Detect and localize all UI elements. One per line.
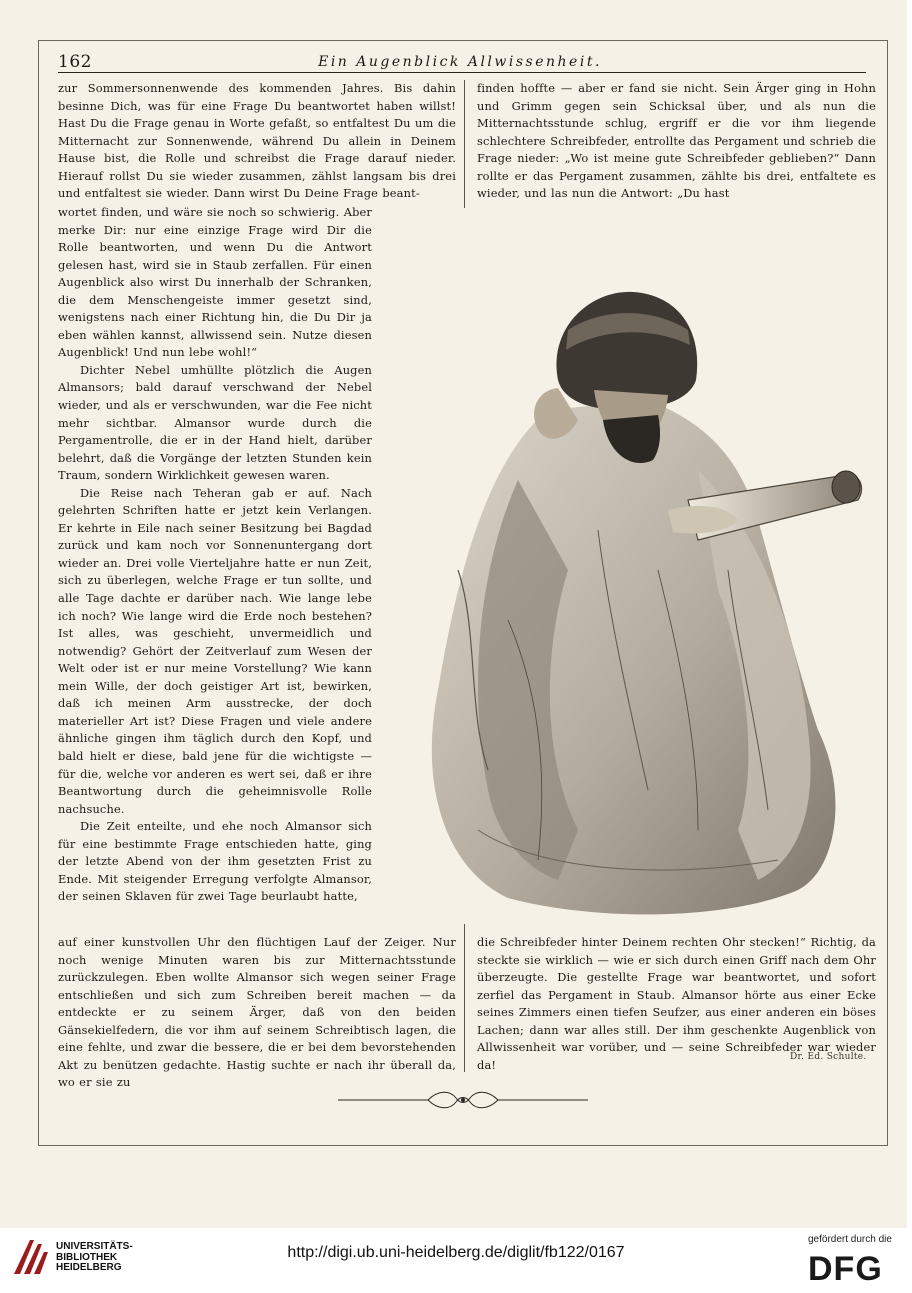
library-name-line: UNIVERSITÄTS- bbox=[56, 1241, 133, 1252]
permalink-url[interactable]: http://digi.ub.uni-heidelberg.de/diglit/fb122/0167 bbox=[287, 1244, 625, 1261]
decorative-scroll-ornament bbox=[338, 1088, 588, 1112]
column-divider-bottom bbox=[464, 924, 465, 1072]
library-name-line: HEIDELBERG bbox=[56, 1262, 122, 1273]
author-signature: Dr. Ed. Schulte. bbox=[790, 1052, 867, 1062]
right-column-top-text: finden hoffte — aber er fand sie nicht. Sein Ärger ging in Hohn und Grimm gegen sein Schicksal über, und als nun die Mitternachtsstunde schlug, ergriff er die vor ihm liegende schlechtere Schreibfeder, entrollte das Pergament und schrieb die Frage nieder: „Wo ist meine gute Schreibfeder geblieben?“ Dann rollte er das Pergament zusammen, zählte bis drei, entfaltete es wieder, und las nun die Antwort: „Du hast bbox=[477, 81, 876, 201]
paragraph-zeit: Die Zeit enteilte, und ehe noch Almansor sich für eine bestimmte Frage entschieden hatte, ging der letzte Abend von der ihm gesetzten Frist zu Ende. Mit steigender Erregung verfolgte Almansor, der seinen Sklaven für zwei Tage beurlaubt hatte, bbox=[58, 819, 372, 904]
page-number: 162 bbox=[58, 52, 92, 72]
column-divider-top bbox=[464, 80, 465, 208]
left-column-top-text: zur Sommersonnenwende des kommenden Jahres. Bis dahin besinne Dich, was für eine Frage Du beantwortet haben willst! Hast Du die Frage genau in Worte gefaßt, so entfaltest Du um die Mitternacht zur Sonnenwende, während Du allein in Deinem Hause bist, die Rolle und schreibst die Frage darauf nieder. Hierauf rollst Du sie wieder zusammen, zählst langsam bis drei und entfaltest sie wieder. Dann wirst Du Deine Frage beant- bbox=[58, 81, 456, 201]
paragraph-reise: Die Reise nach Teheran gab er auf. Nach gelehrten Schriften hatte er jetzt kein Verlangen. Er kehrte in Eile nach seiner Besitzung bei Bagdad zurück und kam noch vor Sonnenuntergang dort wieder an. Drei volle Vierteljahre hatte er nun Zeit, sich zu überlegen, welche Frage er tun sollte, und alle Tage dachte er darüber nach. Wie lange lebe ich noch? Wie lange wird die Erde noch bestehen? Ist alles, was geschieht, unvermeidlich und notwendig? Gehört der Zeitverlauf zum Wesen der Welt oder ist er nur meine Vorstellung? Wie kann mein Wille, der doch geistiger Art ist, bewirken, daß ich meinen Arm ausstrecke, der doch materieller Art ist? Diese Fragen und viele andere ähnliche gingen ihm täglich durch den Kopf, und bald hielt er diese, bald jene für die wichtigste — für die, welche vor anderen es wert sei, daß er ihre Beantwortung durch die geheimnisvolle Rolle nachsuche. bbox=[58, 485, 372, 816]
funding-caption: gefördert durch die bbox=[808, 1234, 892, 1245]
turbaned-man-with-scroll-illustration bbox=[398, 270, 874, 922]
library-name-line: BIBLIOTHEK bbox=[56, 1251, 118, 1263]
left-column-bottom-text: auf einer kunstvollen Uhr den flüchtigen Lauf der Zeiger. Nur noch wenige Minuten waren bis zur Mitternachtsstunde zurückzulegen. Eben wollte Almansor sich wegen seiner Frage entschließen und sich zum Schreiben bereit machen — da entdeckte er zu seinem Ärger, daß von den beiden Gänsekielfedern, die vor ihm auf seinem Schreibtisch lagen, die eine fehlte, und zwar die bessere, die er bei dem bevorstehenden Akt zu benützen gedachte. Hastig suchte er nach ihr überall da, wo er sie zu bbox=[58, 935, 456, 1090]
university-library-logo-icon bbox=[10, 1236, 52, 1278]
left-column-narrow-text bbox=[58, 204, 372, 906]
running-title: Ein Augenblick Allwissenheit. bbox=[318, 54, 602, 70]
header-rule bbox=[58, 72, 866, 73]
university-library-name bbox=[56, 1242, 133, 1274]
paragraph-fee-speech: wortet finden, und wäre sie noch so schwierig. Aber merke Dir: nur eine einzige Frage wird Dir die Rolle beantworten, und wenn Du die Antwort gelesen hast, wird sie in Staub zerfallen. Für einen Augenblick also wirst Du innerhalb der Schranken, die dem Menschengeiste immer gesetzt sind, wenigstens nach einer Richtung hin, die Du Dir ja eben wählen kannst, allwissend sein. Nutze diesen Augenblick! Und nun lebe wohl!“ bbox=[58, 205, 372, 360]
paragraph-nebel: Dichter Nebel umhüllte plötzlich die Augen Almansors; bald darauf verschwand der Nebel wieder, und als er verschwunden, war die Fee nicht mehr sichtbar. Almansor wurde durch die Pergamentrolle, die er in der Hand hielt, darüber belehrt, daß die Vorgänge der letzten Stunden kein Traum, sondern Wirklichkeit gewesen waren. bbox=[58, 362, 372, 483]
right-column-bottom-text: die Schreibfeder hinter Deinem rechten Ohr stecken!“ Richtig, da steckte sie wirklich — wie er sich durch einen Griff nach dem Ohr überzeugte. Die gestellte Frage war beantwortet, und sofort zerfiel das Pergament in Staub. Almansor hörte aus einer Ecke seines Zimmers einen tiefen Seufzer, aus einer anderen ein böses Lachen; dann war alles still. Der ihm geschenkte Augenblick von Allwissenheit war vorüber, und — seine Schreibfeder war wieder da! bbox=[477, 935, 876, 1072]
dfg-logo: DFG bbox=[808, 1250, 883, 1288]
